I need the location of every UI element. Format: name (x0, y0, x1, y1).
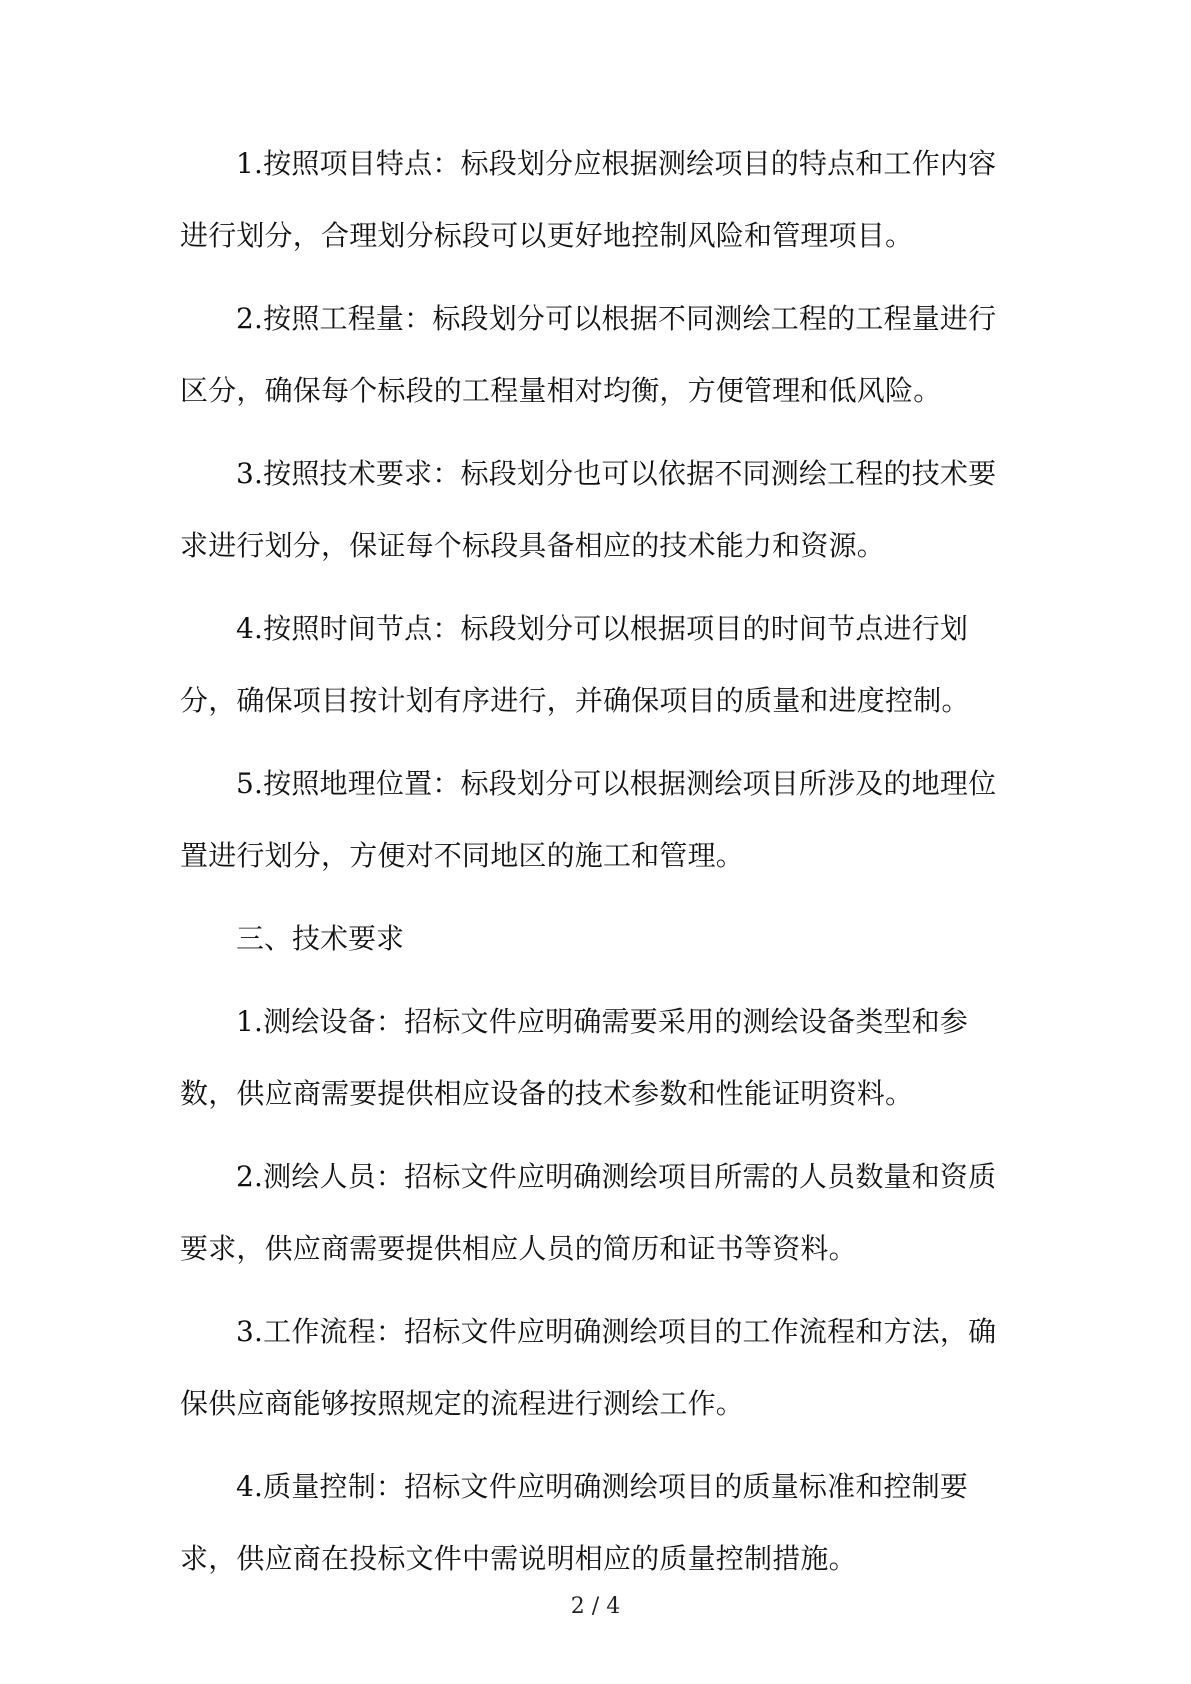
paragraph-line: 求进行划分，保证每个标段具备相应的技术能力和资源。 (180, 529, 886, 562)
page-number-footer (0, 1592, 1191, 1622)
page-indicator: 2 / 4 (570, 1594, 621, 1619)
paragraph-line: 分，确保项目按计划有序进行，并确保项目的质量和进度控制。 (180, 684, 970, 717)
paragraph-line: 4.质量控制：招标文件应明确测绘项目的质量标准和控制要 (236, 1470, 969, 1503)
section-heading-technical-requirements (180, 903, 1000, 975)
paragraph-line: 3.工作流程：招标文件应明确测绘项目的工作流程和方法，确 (236, 1315, 997, 1348)
paragraph-line: 置进行划分，方便对不同地区的施工和管理。 (180, 839, 745, 872)
heading-text: 三、技术要求 (236, 922, 405, 955)
paragraph-line: 数，供应商需要提供相应设备的技术参数和性能证明资料。 (180, 1077, 914, 1110)
paragraph-line: 1.按照项目特点：标段划分应根据测绘项目的特点和工作内容 (236, 147, 997, 180)
paragraph-line: 求，供应商在投标文件中需说明相应的质量控制措施。 (180, 1542, 857, 1575)
paragraph-line: 区分，确保每个标段的工程量相对均衡，方便管理和低风险。 (180, 374, 942, 407)
paragraph-quality-control (180, 1451, 1000, 1595)
paragraph-line: 4.按照时间节点：标段划分可以根据项目的时间节点进行划 (236, 612, 969, 645)
paragraph-line: 2.测绘人员：招标文件应明确测绘项目所需的人员数量和资质 (236, 1160, 997, 1193)
paragraph-3-technical-requirements (180, 438, 1000, 582)
paragraph-line: 保供应商能够按照规定的流程进行测绘工作。 (180, 1387, 745, 1420)
paragraph-line: 3.按照技术要求：标段划分也可以依据不同测绘工程的技术要 (236, 457, 997, 490)
paragraph-surveying-equipment (180, 986, 1000, 1130)
paragraph-1-project-features (180, 128, 1000, 272)
paragraph-line: 进行划分，合理划分标段可以更好地控制风险和管理项目。 (180, 219, 914, 252)
paragraph-5-geographic-location (180, 748, 1000, 892)
document-body (180, 128, 1000, 1606)
paragraph-surveying-personnel (180, 1141, 1000, 1285)
paragraph-line: 要求，供应商需要提供相应人员的简历和证书等资料。 (180, 1232, 857, 1265)
paragraph-line: 2.按照工程量：标段划分可以根据不同测绘工程的工程量进行 (236, 302, 997, 335)
paragraph-2-workload (180, 283, 1000, 427)
paragraph-4-time-nodes (180, 593, 1000, 737)
paragraph-work-process (180, 1296, 1000, 1440)
paragraph-line: 5.按照地理位置：标段划分可以根据测绘项目所涉及的地理位 (236, 767, 997, 800)
paragraph-line: 1.测绘设备：招标文件应明确需要采用的测绘设备类型和参 (236, 1005, 969, 1038)
